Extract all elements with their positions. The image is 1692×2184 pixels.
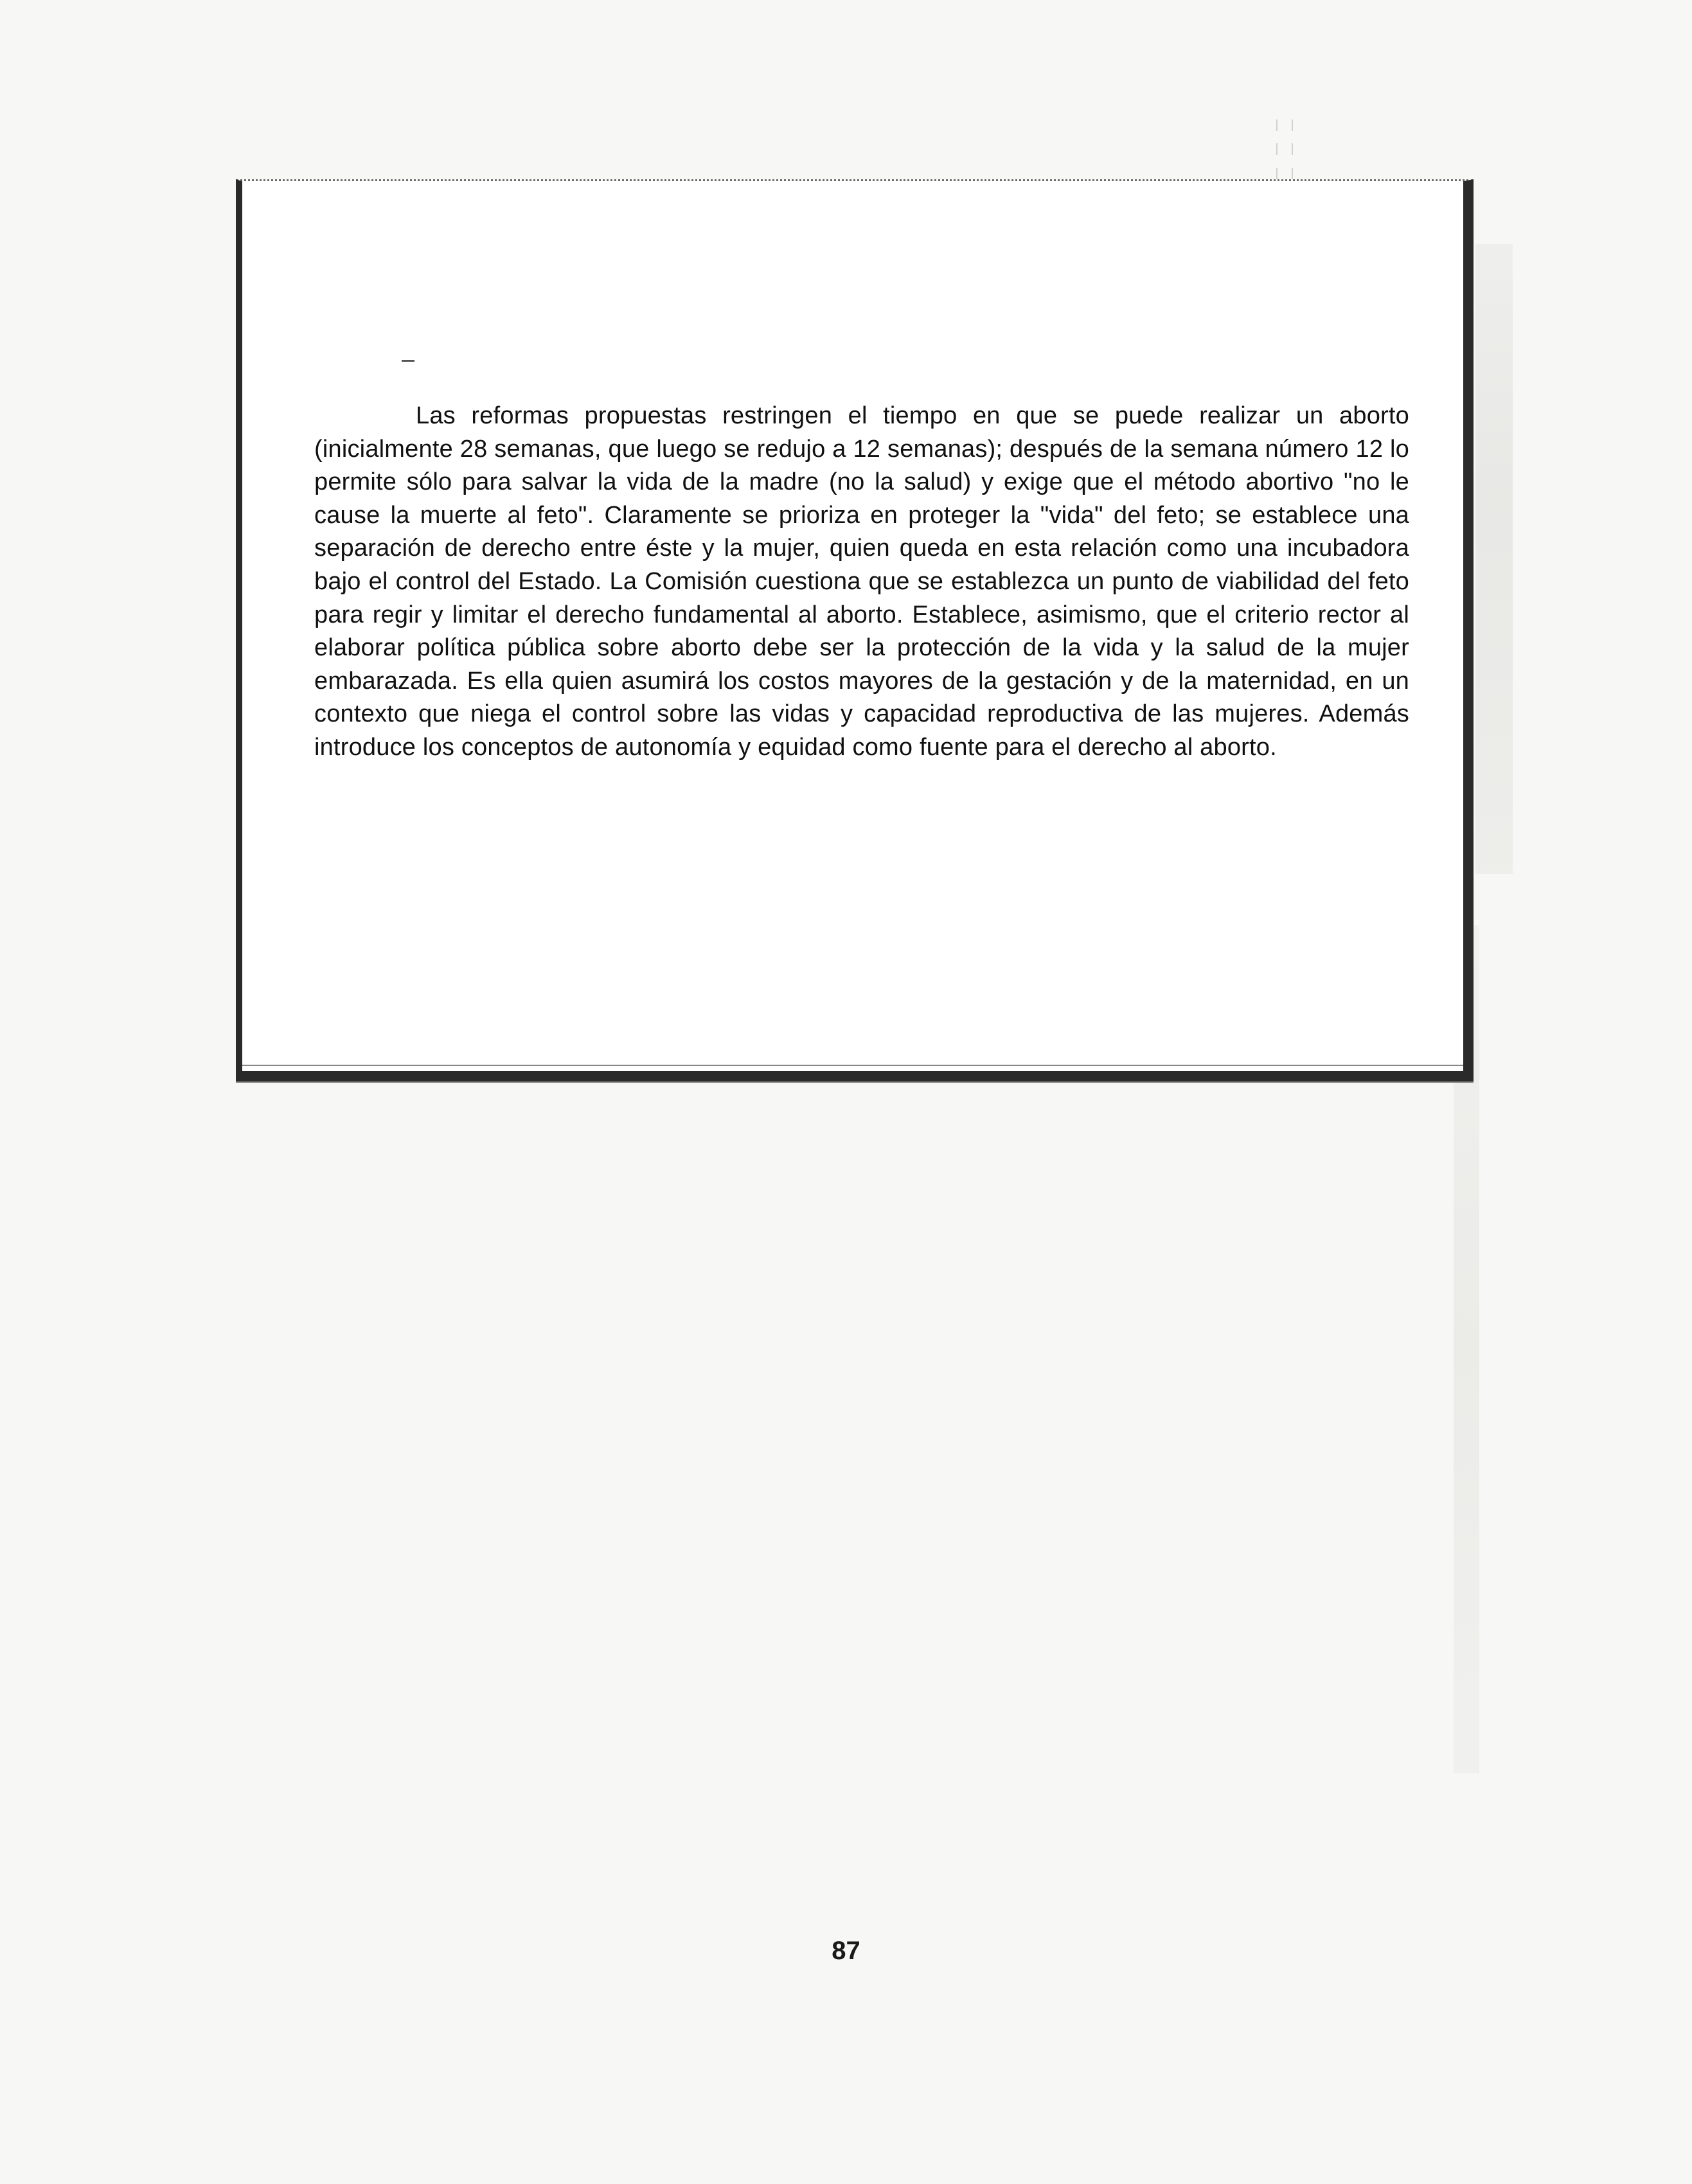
quote-paragraph: Las reformas propuestas restringen el tiempo en que se puede realizar un aborto (inicialmente 28 semanas, que luego se redujo a 12 semanas); después de la semana número 12 lo permite sólo para salvar la vida de la madre (no la salud) y exige que el método abortivo "no le cause la muerte al feto". Claramente se prioriza en proteger la "vida" del feto; se establece una separación de derecho entre éste y la mujer, quien queda en esta relación como una incubadora bajo el control del Estado. La Comisión cuestiona que se establezca un punto de viabilidad del feto para regir y limitar el derecho fundamental al aborto. Establece, asimismo, que el criterio rector al elaborar política pública sobre aborto debe ser la protección de la vida y la salud de la mujer embarazada. Es ella quien asumirá los costos mayores de la gestación y de la maternidad, en un contexto que niega el control sobre las vidas y capacidad reproductiva de las mujeres. Además introduce los conceptos de autonomía y equidad como fuente para el derecho al aborto.: [314, 402, 1409, 761]
page-number: 87: [832, 1937, 860, 1965]
frame-bottom-rule: [242, 1065, 1463, 1066]
stray-dash: [402, 360, 414, 362]
show-through-stripe: [1475, 244, 1513, 874]
quote-frame: [236, 179, 1474, 1081]
